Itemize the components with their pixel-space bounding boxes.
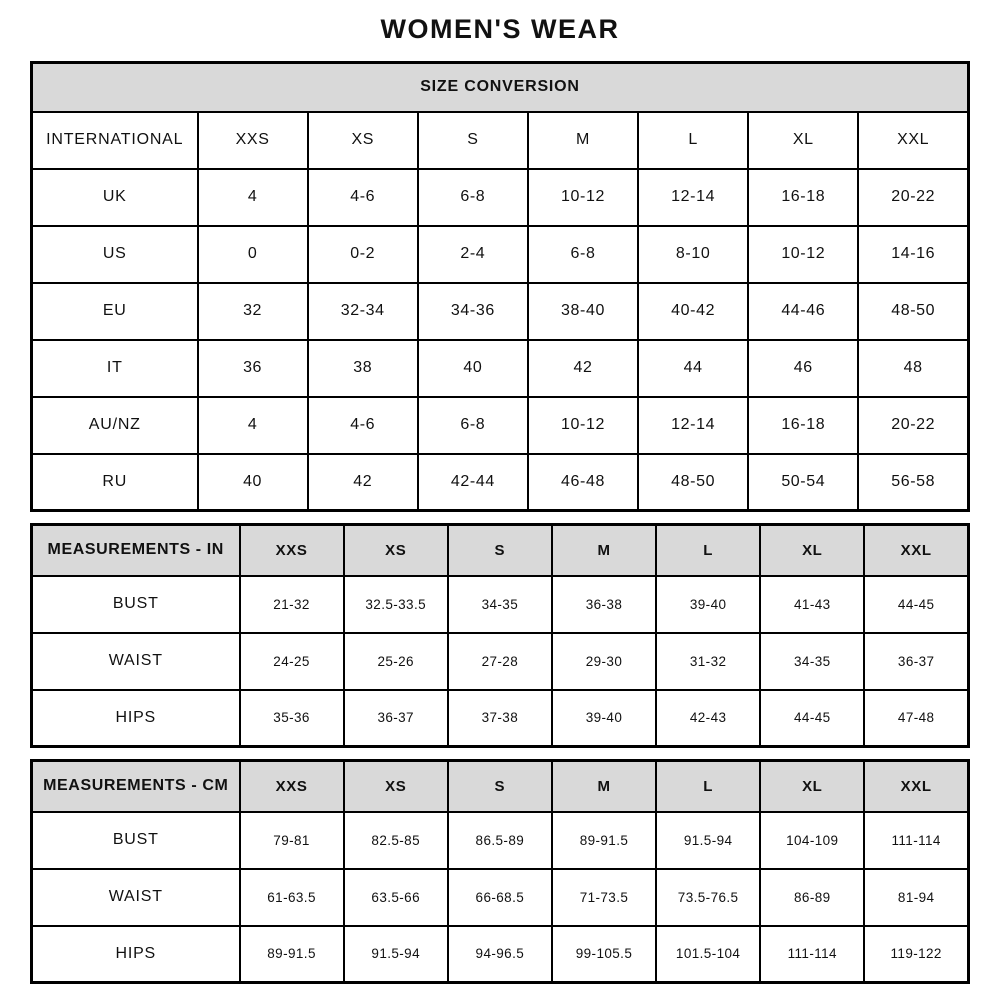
measurement-cell: 82.5-85 — [344, 812, 448, 869]
measurements-in-header-row — [32, 525, 969, 576]
size-header-cell: XXS — [240, 761, 344, 812]
size-value-cell: 32-34 — [308, 283, 418, 340]
measurement-cell: 36-37 — [864, 633, 968, 690]
row-label: WAIST — [32, 869, 240, 926]
row-label: RU — [32, 454, 198, 511]
size-value-cell: 40 — [198, 454, 308, 511]
size-value-cell: 12-14 — [638, 397, 748, 454]
measurement-cell: 66-68.5 — [448, 869, 552, 926]
measurements-cm-table — [30, 759, 970, 984]
measurement-cell: 39-40 — [552, 690, 656, 747]
size-value-cell: 20-22 — [858, 169, 968, 226]
size-value-cell: 4 — [198, 169, 308, 226]
size-value-cell: 6-8 — [418, 169, 528, 226]
measurement-cell: 36-37 — [344, 690, 448, 747]
measurement-cell: 111-114 — [864, 812, 968, 869]
table-row-international — [32, 112, 969, 169]
size-value-cell: 40-42 — [638, 283, 748, 340]
size-value-cell: 4-6 — [308, 169, 418, 226]
size-value-cell: 4 — [198, 397, 308, 454]
size-value-cell: 42-44 — [418, 454, 528, 511]
measurement-cell: 31-32 — [656, 633, 760, 690]
size-header-cell: XS — [308, 112, 418, 169]
measurement-cell: 21-32 — [240, 576, 344, 633]
measurement-cell: 24-25 — [240, 633, 344, 690]
size-value-cell: 50-54 — [748, 454, 858, 511]
measurement-cell: 63.5-66 — [344, 869, 448, 926]
measurement-cell: 79-81 — [240, 812, 344, 869]
size-value-cell: 16-18 — [748, 169, 858, 226]
size-value-cell: 48-50 — [858, 283, 968, 340]
measurement-cell: 89-91.5 — [240, 926, 344, 983]
measurement-cell: 42-43 — [656, 690, 760, 747]
row-label: BUST — [32, 812, 240, 869]
table-row-us — [32, 226, 969, 283]
row-label: UK — [32, 169, 198, 226]
size-value-cell: 46 — [748, 340, 858, 397]
measurement-cell: 86.5-89 — [448, 812, 552, 869]
size-value-cell: 56-58 — [858, 454, 968, 511]
size-value-cell: 38-40 — [528, 283, 638, 340]
measurement-cell: 111-114 — [760, 926, 864, 983]
row-label: IT — [32, 340, 198, 397]
row-label: HIPS — [32, 926, 240, 983]
size-header-cell: XS — [344, 525, 448, 576]
measurement-cell: 73.5-76.5 — [656, 869, 760, 926]
size-header-cell: L — [656, 761, 760, 812]
size-header-cell: L — [656, 525, 760, 576]
measurement-cell: 119-122 — [864, 926, 968, 983]
size-value-cell: 44-46 — [748, 283, 858, 340]
measurement-cell: 61-63.5 — [240, 869, 344, 926]
measurement-cell: 104-109 — [760, 812, 864, 869]
table-row-eu — [32, 283, 969, 340]
size-value-cell: 48 — [858, 340, 968, 397]
row-label: INTERNATIONAL — [32, 112, 198, 169]
measurement-cell: 101.5-104 — [656, 926, 760, 983]
size-value-cell: 38 — [308, 340, 418, 397]
measurement-cell: 34-35 — [760, 633, 864, 690]
size-header-cell: S — [448, 525, 552, 576]
size-value-cell: 6-8 — [418, 397, 528, 454]
measurements-in-title: MEASUREMENTS - IN — [32, 525, 240, 576]
size-value-cell: 10-12 — [748, 226, 858, 283]
size-header-cell: M — [552, 761, 656, 812]
size-value-cell: 16-18 — [748, 397, 858, 454]
table-row-bust-cm — [32, 812, 969, 869]
size-conversion-table — [30, 61, 970, 512]
table-row-hips-cm — [32, 926, 969, 983]
size-value-cell: 10-12 — [528, 169, 638, 226]
measurement-cell: 25-26 — [344, 633, 448, 690]
size-conversion-title-row — [32, 63, 969, 112]
size-value-cell: 48-50 — [638, 454, 748, 511]
measurement-cell: 81-94 — [864, 869, 968, 926]
size-value-cell: 46-48 — [528, 454, 638, 511]
row-label: HIPS — [32, 690, 240, 747]
row-label: EU — [32, 283, 198, 340]
size-header-cell: S — [448, 761, 552, 812]
measurement-cell: 99-105.5 — [552, 926, 656, 983]
measurement-cell: 41-43 — [760, 576, 864, 633]
table-row-ru — [32, 454, 969, 511]
size-header-cell: XL — [748, 112, 858, 169]
row-label: WAIST — [32, 633, 240, 690]
measurement-cell: 44-45 — [760, 690, 864, 747]
size-header-cell: XS — [344, 761, 448, 812]
size-header-cell: XL — [760, 761, 864, 812]
measurements-in-table — [30, 523, 970, 748]
table-row-bust-in — [32, 576, 969, 633]
measurement-cell: 32.5-33.5 — [344, 576, 448, 633]
measurement-cell: 91.5-94 — [656, 812, 760, 869]
size-value-cell: 44 — [638, 340, 748, 397]
table-row-waist-in — [32, 633, 969, 690]
measurement-cell: 44-45 — [864, 576, 968, 633]
measurements-cm-title: MEASUREMENTS - CM — [32, 761, 240, 812]
size-value-cell: 4-6 — [308, 397, 418, 454]
measurement-cell: 71-73.5 — [552, 869, 656, 926]
size-header-cell: L — [638, 112, 748, 169]
row-label: BUST — [32, 576, 240, 633]
table-row-aunz — [32, 397, 969, 454]
size-value-cell: 20-22 — [858, 397, 968, 454]
size-value-cell: 10-12 — [528, 397, 638, 454]
measurement-cell: 94-96.5 — [448, 926, 552, 983]
measurement-cell: 91.5-94 — [344, 926, 448, 983]
measurement-cell: 39-40 — [656, 576, 760, 633]
size-value-cell: 40 — [418, 340, 528, 397]
measurement-cell: 89-91.5 — [552, 812, 656, 869]
size-value-cell: 2-4 — [418, 226, 528, 283]
table-row-it — [32, 340, 969, 397]
size-header-cell: M — [552, 525, 656, 576]
size-value-cell: 14-16 — [858, 226, 968, 283]
measurement-cell: 36-38 — [552, 576, 656, 633]
measurement-cell: 47-48 — [864, 690, 968, 747]
size-value-cell: 0 — [198, 226, 308, 283]
row-label: AU/NZ — [32, 397, 198, 454]
measurement-cell: 27-28 — [448, 633, 552, 690]
size-value-cell: 32 — [198, 283, 308, 340]
size-value-cell: 0-2 — [308, 226, 418, 283]
table-row-hips-in — [32, 690, 969, 747]
size-header-cell: XL — [760, 525, 864, 576]
table-row-waist-cm — [32, 869, 969, 926]
size-value-cell: 34-36 — [418, 283, 528, 340]
size-value-cell: 42 — [308, 454, 418, 511]
size-value-cell: 6-8 — [528, 226, 638, 283]
measurement-cell: 34-35 — [448, 576, 552, 633]
size-header-cell: XXL — [858, 112, 968, 169]
page-title: WOMEN'S WEAR — [380, 14, 620, 44]
measurement-cell: 35-36 — [240, 690, 344, 747]
size-header-cell: XXL — [864, 525, 968, 576]
size-value-cell: 42 — [528, 340, 638, 397]
measurement-cell: 29-30 — [552, 633, 656, 690]
measurements-cm-header-row — [32, 761, 969, 812]
size-header-cell: XXL — [864, 761, 968, 812]
measurement-cell: 37-38 — [448, 690, 552, 747]
size-conversion-title: SIZE CONVERSION — [32, 63, 969, 112]
row-label: US — [32, 226, 198, 283]
size-header-cell: XXS — [198, 112, 308, 169]
measurement-cell: 86-89 — [760, 869, 864, 926]
size-header-cell: S — [418, 112, 528, 169]
table-row-uk — [32, 169, 969, 226]
size-value-cell: 12-14 — [638, 169, 748, 226]
size-header-cell: M — [528, 112, 638, 169]
size-value-cell: 8-10 — [638, 226, 748, 283]
size-header-cell: XXS — [240, 525, 344, 576]
size-value-cell: 36 — [198, 340, 308, 397]
